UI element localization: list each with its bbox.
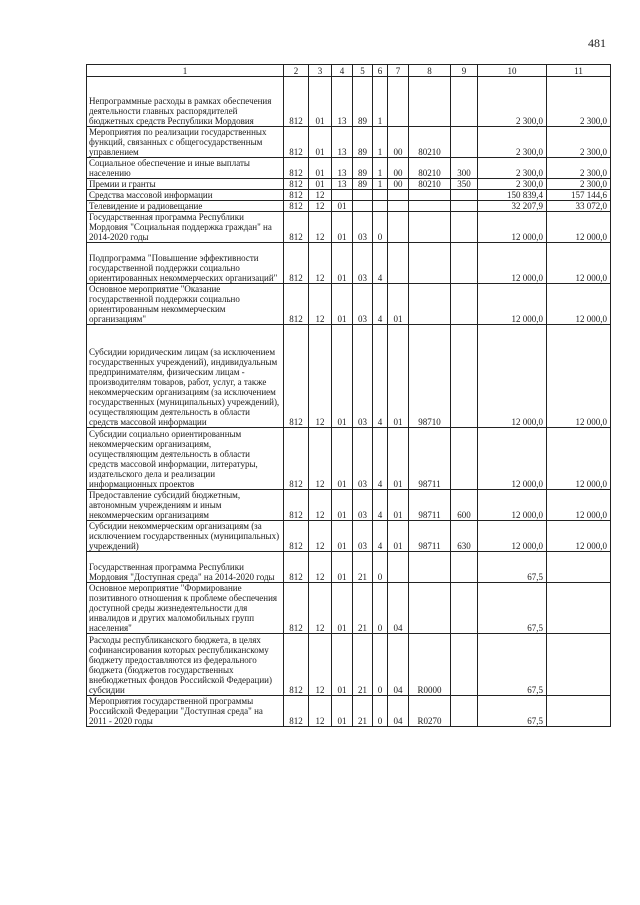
row-value-cell: 812 bbox=[284, 552, 309, 583]
column-header: 9 bbox=[451, 65, 478, 77]
row-value-cell: 4 bbox=[373, 243, 388, 284]
row-value-cell: 01 bbox=[388, 490, 409, 521]
row-value-cell bbox=[388, 190, 409, 201]
row-value-cell: 01 bbox=[388, 428, 409, 490]
row-value-cell: 67,5 bbox=[478, 696, 547, 727]
row-value-cell: 12 000,0 bbox=[547, 243, 611, 284]
row-value-cell: 03 bbox=[353, 325, 373, 428]
row-value-cell: 812 bbox=[284, 201, 309, 212]
row-value-cell: 12 bbox=[309, 325, 332, 428]
row-value-cell: 98711 bbox=[409, 428, 451, 490]
row-value-cell bbox=[451, 428, 478, 490]
row-value-cell bbox=[388, 243, 409, 284]
table-row bbox=[87, 201, 611, 212]
row-value-cell bbox=[451, 696, 478, 727]
row-value-cell: 89 bbox=[353, 127, 373, 158]
row-value-cell: 01 bbox=[388, 325, 409, 428]
row-value-cell bbox=[451, 212, 478, 243]
row-value-cell: 01 bbox=[332, 325, 353, 428]
row-value-cell: 13 bbox=[332, 77, 353, 127]
table-row bbox=[87, 127, 611, 158]
row-value-cell: R0270 bbox=[409, 696, 451, 727]
header-row bbox=[87, 65, 611, 77]
row-value-cell: 12 bbox=[309, 201, 332, 212]
row-name-cell: Субсидии юридическим лицам (за исключением государственных учреждений), индивидуальным предпринимателям, физическим лицам - производителям товаров, работ, услуг, а также некоммерческим организациям (за исключением государственных (муниципальных) учреждений), осуществляющим деятельность в области средств массовой информации bbox=[87, 325, 284, 428]
row-value-cell: 12 bbox=[309, 284, 332, 325]
row-value-cell: 0 bbox=[373, 696, 388, 727]
table-row bbox=[87, 428, 611, 490]
row-value-cell bbox=[547, 634, 611, 696]
row-value-cell bbox=[409, 583, 451, 634]
table-row bbox=[87, 583, 611, 634]
row-value-cell: 812 bbox=[284, 583, 309, 634]
row-value-cell: 812 bbox=[284, 127, 309, 158]
row-value-cell: 67,5 bbox=[478, 583, 547, 634]
row-name-cell: Мероприятия государственной программы Российской Федерации "Доступная среда" на 2011 - 2020 годы bbox=[87, 696, 284, 727]
row-value-cell: 89 bbox=[353, 77, 373, 127]
row-value-cell: 812 bbox=[284, 325, 309, 428]
row-value-cell: 67,5 bbox=[478, 552, 547, 583]
row-value-cell: 12 bbox=[309, 634, 332, 696]
row-value-cell: 01 bbox=[332, 634, 353, 696]
row-value-cell: 12 bbox=[309, 212, 332, 243]
row-value-cell: 812 bbox=[284, 212, 309, 243]
row-value-cell: 33 072,0 bbox=[547, 201, 611, 212]
row-value-cell: 04 bbox=[388, 583, 409, 634]
row-value-cell: 12 000,0 bbox=[547, 521, 611, 552]
row-value-cell bbox=[451, 77, 478, 127]
row-value-cell: 1 bbox=[373, 158, 388, 179]
row-value-cell: 12 000,0 bbox=[478, 490, 547, 521]
row-value-cell bbox=[451, 190, 478, 201]
row-value-cell: 00 bbox=[388, 158, 409, 179]
row-value-cell: 01 bbox=[309, 158, 332, 179]
row-value-cell: 01 bbox=[332, 212, 353, 243]
row-value-cell: 13 bbox=[332, 127, 353, 158]
row-value-cell: 21 bbox=[353, 552, 373, 583]
row-value-cell: 150 839,4 bbox=[478, 190, 547, 201]
row-value-cell: 0 bbox=[373, 552, 388, 583]
row-value-cell: 2 300,0 bbox=[547, 77, 611, 127]
row-value-cell: 12 bbox=[309, 696, 332, 727]
row-value-cell: 600 bbox=[451, 490, 478, 521]
row-value-cell: 1 bbox=[373, 179, 388, 190]
row-value-cell: 812 bbox=[284, 696, 309, 727]
row-value-cell: 12 000,0 bbox=[547, 212, 611, 243]
row-name-cell: Средства массовой информации bbox=[87, 190, 284, 201]
row-name-cell: Субсидии некоммерческим организациям (за исключением государственных (муниципальных) учреждений) bbox=[87, 521, 284, 552]
row-value-cell bbox=[451, 243, 478, 284]
row-name-cell: Субсидии социально ориентированным некоммерческим организациям, осуществляющим деятельность в области средств массовой информации, литературы, издательского дела и реализации информационных проектов bbox=[87, 428, 284, 490]
row-value-cell: 12 000,0 bbox=[478, 428, 547, 490]
row-value-cell: 01 bbox=[332, 583, 353, 634]
row-value-cell: 01 bbox=[309, 127, 332, 158]
row-name-cell: Основное мероприятие "Оказание государственной поддержки социально ориентированным некоммерческим организациям" bbox=[87, 284, 284, 325]
table-row bbox=[87, 212, 611, 243]
row-value-cell: 13 bbox=[332, 179, 353, 190]
row-value-cell bbox=[409, 284, 451, 325]
row-value-cell bbox=[451, 201, 478, 212]
column-header: 11 bbox=[547, 65, 611, 77]
row-value-cell: 12 bbox=[309, 243, 332, 284]
row-value-cell: 4 bbox=[373, 284, 388, 325]
row-value-cell: 21 bbox=[353, 634, 373, 696]
row-value-cell: 89 bbox=[353, 158, 373, 179]
row-value-cell: 2 300,0 bbox=[478, 158, 547, 179]
column-header: 3 bbox=[309, 65, 332, 77]
table-row bbox=[87, 179, 611, 190]
row-value-cell bbox=[388, 201, 409, 212]
row-value-cell: 12 000,0 bbox=[547, 428, 611, 490]
table-row bbox=[87, 77, 611, 127]
row-name-cell: Подпрограмма "Повышение эффективности государственной поддержки социально ориентированных некоммерческих организаций" bbox=[87, 243, 284, 284]
row-value-cell: 12 000,0 bbox=[478, 325, 547, 428]
row-value-cell: 812 bbox=[284, 634, 309, 696]
row-name-cell: Государственная программа Республики Мордовия "Доступная среда" на 2014-2020 годы bbox=[87, 552, 284, 583]
table-row bbox=[87, 158, 611, 179]
row-name-cell: Премии и гранты bbox=[87, 179, 284, 190]
row-value-cell: 32 207,9 bbox=[478, 201, 547, 212]
row-value-cell: 67,5 bbox=[478, 634, 547, 696]
table-row bbox=[87, 325, 611, 428]
table-body bbox=[87, 77, 611, 727]
row-value-cell: 01 bbox=[332, 552, 353, 583]
budget-table bbox=[86, 64, 611, 727]
row-value-cell: 1 bbox=[373, 77, 388, 127]
row-value-cell: 98711 bbox=[409, 490, 451, 521]
row-value-cell bbox=[547, 583, 611, 634]
row-value-cell: 12 bbox=[309, 490, 332, 521]
row-value-cell: 0 bbox=[373, 634, 388, 696]
row-value-cell: 89 bbox=[353, 179, 373, 190]
row-value-cell: 01 bbox=[332, 521, 353, 552]
row-value-cell bbox=[409, 201, 451, 212]
row-value-cell bbox=[373, 201, 388, 212]
row-value-cell bbox=[409, 190, 451, 201]
row-value-cell: 0 bbox=[373, 212, 388, 243]
row-value-cell: 12 000,0 bbox=[547, 325, 611, 428]
row-value-cell: R0000 bbox=[409, 634, 451, 696]
row-value-cell bbox=[373, 190, 388, 201]
row-value-cell bbox=[409, 212, 451, 243]
row-value-cell bbox=[451, 552, 478, 583]
row-value-cell bbox=[353, 190, 373, 201]
row-value-cell: 12 bbox=[309, 521, 332, 552]
row-value-cell: 812 bbox=[284, 158, 309, 179]
row-value-cell: 630 bbox=[451, 521, 478, 552]
row-value-cell: 01 bbox=[309, 179, 332, 190]
table-row bbox=[87, 284, 611, 325]
row-value-cell: 812 bbox=[284, 77, 309, 127]
row-name-cell: Предоставление субсидий бюджетным, автономным учреждениям и иным некоммерческим организациям bbox=[87, 490, 284, 521]
row-value-cell: 2 300,0 bbox=[547, 179, 611, 190]
row-value-cell: 03 bbox=[353, 428, 373, 490]
row-value-cell bbox=[451, 583, 478, 634]
row-value-cell: 03 bbox=[353, 490, 373, 521]
row-value-cell: 01 bbox=[332, 243, 353, 284]
table-row bbox=[87, 634, 611, 696]
column-header: 4 bbox=[332, 65, 353, 77]
row-value-cell bbox=[451, 325, 478, 428]
row-value-cell: 21 bbox=[353, 583, 373, 634]
row-value-cell: 812 bbox=[284, 190, 309, 201]
row-value-cell: 13 bbox=[332, 158, 353, 179]
row-value-cell: 2 300,0 bbox=[547, 127, 611, 158]
row-value-cell: 2 300,0 bbox=[478, 77, 547, 127]
table-row bbox=[87, 521, 611, 552]
row-name-cell: Непрограммные расходы в рамках обеспечения деятельности главных распорядителей бюджетных средств Республики Мордовия bbox=[87, 77, 284, 127]
row-value-cell: 4 bbox=[373, 325, 388, 428]
row-value-cell: 80210 bbox=[409, 127, 451, 158]
row-value-cell: 12 000,0 bbox=[547, 284, 611, 325]
row-value-cell: 80210 bbox=[409, 179, 451, 190]
column-header: 5 bbox=[353, 65, 373, 77]
table-row bbox=[87, 552, 611, 583]
row-value-cell: 812 bbox=[284, 179, 309, 190]
row-value-cell bbox=[409, 243, 451, 284]
row-name-cell: Социальное обеспечение и иные выплаты населению bbox=[87, 158, 284, 179]
row-value-cell: 812 bbox=[284, 428, 309, 490]
row-value-cell: 812 bbox=[284, 490, 309, 521]
row-value-cell: 01 bbox=[388, 284, 409, 325]
row-value-cell: 0 bbox=[373, 583, 388, 634]
row-value-cell: 80210 bbox=[409, 158, 451, 179]
row-value-cell: 01 bbox=[309, 77, 332, 127]
row-value-cell: 4 bbox=[373, 428, 388, 490]
column-header: 6 bbox=[373, 65, 388, 77]
row-value-cell bbox=[547, 696, 611, 727]
column-header: 10 bbox=[478, 65, 547, 77]
row-value-cell: 98711 bbox=[409, 521, 451, 552]
table-row bbox=[87, 190, 611, 201]
row-value-cell: 2 300,0 bbox=[547, 158, 611, 179]
row-name-cell: Основное мероприятие "Формирование позитивного отношения к проблеме обеспечения доступной среды жизнедеятельности для инвалидов и других маломобильных групп населения" bbox=[87, 583, 284, 634]
row-value-cell: 03 bbox=[353, 284, 373, 325]
row-value-cell bbox=[332, 190, 353, 201]
row-value-cell bbox=[388, 77, 409, 127]
row-value-cell: 2 300,0 bbox=[478, 127, 547, 158]
row-value-cell bbox=[409, 77, 451, 127]
row-value-cell: 01 bbox=[332, 201, 353, 212]
row-value-cell: 98710 bbox=[409, 325, 451, 428]
row-value-cell bbox=[353, 201, 373, 212]
row-value-cell: 812 bbox=[284, 521, 309, 552]
row-value-cell bbox=[409, 552, 451, 583]
row-value-cell: 12 000,0 bbox=[478, 284, 547, 325]
row-value-cell bbox=[451, 634, 478, 696]
row-value-cell: 01 bbox=[332, 284, 353, 325]
row-value-cell: 12 bbox=[309, 552, 332, 583]
column-header: 2 bbox=[284, 65, 309, 77]
row-value-cell: 812 bbox=[284, 284, 309, 325]
row-value-cell: 03 bbox=[353, 243, 373, 284]
row-value-cell bbox=[547, 552, 611, 583]
row-value-cell: 157 144,6 bbox=[547, 190, 611, 201]
row-value-cell: 4 bbox=[373, 490, 388, 521]
row-value-cell: 1 bbox=[373, 127, 388, 158]
row-value-cell: 21 bbox=[353, 696, 373, 727]
row-value-cell: 12 000,0 bbox=[478, 243, 547, 284]
row-name-cell: Мероприятия по реализации государственных функций, связанных с общегосударственным управлением bbox=[87, 127, 284, 158]
row-value-cell: 4 bbox=[373, 521, 388, 552]
row-name-cell: Государственная программа Республики Мордовия "Социальная поддержка граждан" на 2014-2020 годы bbox=[87, 212, 284, 243]
row-value-cell bbox=[451, 284, 478, 325]
row-value-cell: 350 bbox=[451, 179, 478, 190]
row-value-cell: 12 bbox=[309, 583, 332, 634]
row-value-cell: 01 bbox=[332, 490, 353, 521]
row-value-cell: 12 bbox=[309, 428, 332, 490]
row-value-cell bbox=[451, 127, 478, 158]
column-header: 7 bbox=[388, 65, 409, 77]
table-row bbox=[87, 696, 611, 727]
row-value-cell: 01 bbox=[388, 521, 409, 552]
row-value-cell: 03 bbox=[353, 521, 373, 552]
table-row bbox=[87, 243, 611, 284]
row-value-cell: 12 bbox=[309, 190, 332, 201]
row-value-cell: 12 000,0 bbox=[478, 212, 547, 243]
row-value-cell: 01 bbox=[332, 428, 353, 490]
row-value-cell: 01 bbox=[332, 696, 353, 727]
row-value-cell: 00 bbox=[388, 179, 409, 190]
column-header: 1 bbox=[87, 65, 284, 77]
row-value-cell: 2 300,0 bbox=[478, 179, 547, 190]
row-value-cell: 812 bbox=[284, 243, 309, 284]
row-value-cell: 00 bbox=[388, 127, 409, 158]
row-value-cell: 12 000,0 bbox=[478, 521, 547, 552]
row-value-cell: 300 bbox=[451, 158, 478, 179]
page-number: 481 bbox=[588, 36, 606, 50]
column-header: 8 bbox=[409, 65, 451, 77]
row-name-cell: Телевидение и радиовещание bbox=[87, 201, 284, 212]
row-value-cell bbox=[388, 212, 409, 243]
table-row bbox=[87, 490, 611, 521]
row-name-cell: Расходы республиканского бюджета, в целях софинансирования которых республиканскому бюджету предоставляются из федерального бюджета (бюджетов государственных внебюджетных фондов Российской Федерации) субсидии bbox=[87, 634, 284, 696]
row-value-cell: 12 000,0 bbox=[547, 490, 611, 521]
row-value-cell bbox=[388, 552, 409, 583]
row-value-cell: 04 bbox=[388, 696, 409, 727]
row-value-cell: 03 bbox=[353, 212, 373, 243]
row-value-cell: 04 bbox=[388, 634, 409, 696]
